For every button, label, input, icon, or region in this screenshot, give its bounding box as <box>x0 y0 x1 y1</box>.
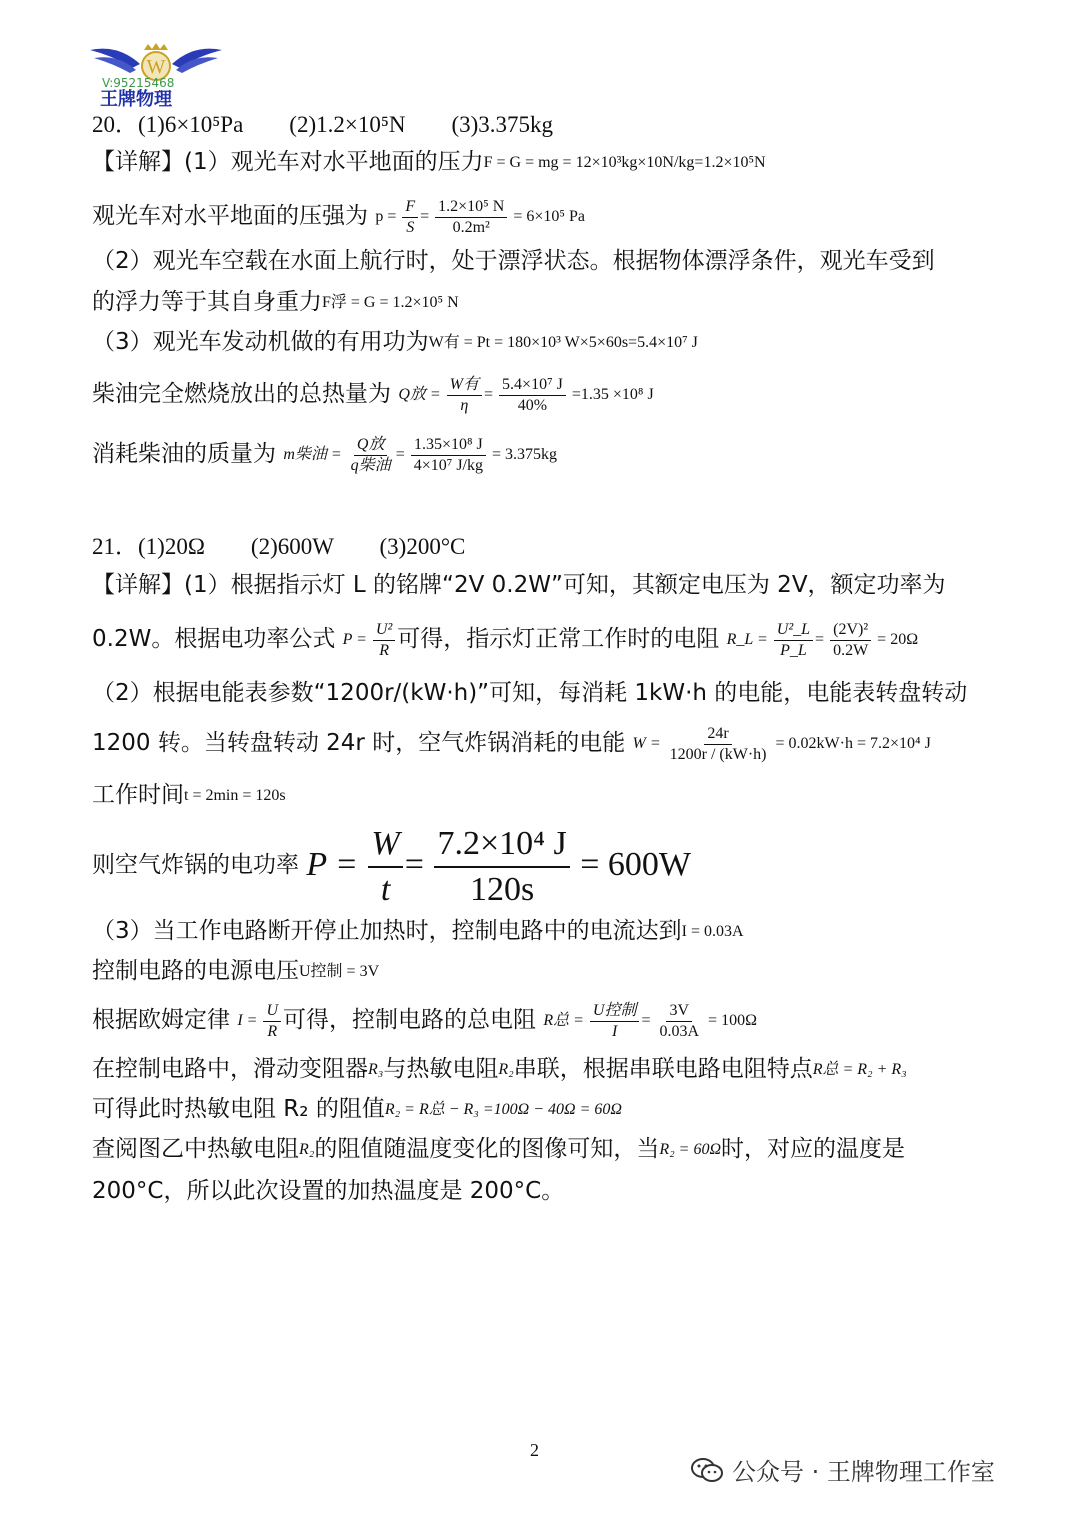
q21-l2-resistance-formula: R_L = $\frac{\text{U²\_L}}{P\_L}$ = $\frac{\text{(2V)²}}{0.2W}$ = 20Ω <box>726 620 919 659</box>
fraction <box>263 1001 281 1042</box>
q21-line-8 <box>92 956 1040 987</box>
q20-l1-math: F = G = mg = 12×10³kg×10N/kg=1.2×10⁵N <box>483 154 766 171</box>
denominator: R <box>379 641 389 659</box>
denominator: 120s <box>469 871 535 909</box>
q21-l9-r-lhs: R总 = <box>543 1012 584 1029</box>
q20-l4-text: 的浮力等于其自身重力 <box>92 289 322 315</box>
q21-l9-ohm-formula <box>237 997 283 1045</box>
q21-l10-text-a: 在控制电路中，滑动变阻器 <box>92 1056 368 1082</box>
q21-l9-text-a: 根据欧姆定律 <box>92 1007 230 1033</box>
q20-l1-text: 【详解】(1）观光车对水平地面的压力 <box>92 149 484 175</box>
numerator: 5.4×10⁷ J <box>499 375 566 396</box>
q21-l10-text-b: 与热敏电阻 <box>383 1056 499 1082</box>
q21-l9-result: = 100Ω <box>708 1012 757 1029</box>
fraction <box>656 1001 702 1042</box>
q20-l6-result: =1.35 ×10⁸ J <box>571 386 654 403</box>
q21-l4-text: 1200 转。当转盘转动 24r 时，空气炸锅消耗的电能 <box>92 730 626 756</box>
numerator: U² <box>373 620 395 641</box>
denominator: 0.2m² <box>452 218 490 236</box>
q21-heading: 21．(1)20Ω (2)600W (3)200°C <box>92 534 466 559</box>
numerator: 1.35×10⁸ J <box>411 435 486 456</box>
q20-l5-text: （3）观光车发动机做的有用功为 <box>92 329 429 355</box>
q21-l6-formula: P = $\frac{W}{t}$ = $\frac{\text{7.2×10⁴ J}}{120s}$ = 600W <box>306 820 691 912</box>
denominator: t <box>380 871 391 909</box>
q21-l2-p-lhs: P = <box>342 631 367 648</box>
q21-l10-text-c: 串联，根据串联电路电阻特点 <box>513 1056 813 1082</box>
q20-l2-formula: p = $\frac{F}{S}$ = $\frac{\text{1.2×10⁵ N}}{\text{0.2m²}}$ = 6×10⁵ Pa <box>375 197 585 236</box>
q20-line-3: （2）观光车空载在水面上航行时，处于漂浮状态。根据物体漂浮条件，观光车受到 <box>92 248 935 274</box>
q20-line-7 <box>92 432 1040 477</box>
numerator: Q放 <box>354 435 388 456</box>
fraction <box>373 620 395 661</box>
numerator: 7.2×10⁴ J <box>434 822 569 868</box>
denominator: 40% <box>517 396 548 414</box>
q21-l2-text-a: 0.2W。根据电功率公式 <box>92 626 336 652</box>
q21-l2-r-lhs: R_L = <box>726 631 768 648</box>
denominator: P_L <box>780 641 807 659</box>
fraction <box>447 375 482 416</box>
q21-l10-r3: R₃ <box>368 1061 384 1078</box>
q21-l4-formula <box>633 719 931 769</box>
q20-l7-formula: m柴油 = $\frac{\text{Q放}}{\text{q柴油}}$ = $\frac{\text{1.35×10⁸ J}}{\text{4×10⁷ J/kg}}$ = 3.375kg <box>283 435 558 474</box>
wechat-icon <box>690 1456 724 1484</box>
q21-l2-result: = 20Ω <box>877 631 919 648</box>
numerator: U <box>263 1001 281 1022</box>
q21-line-9 <box>92 996 1040 1045</box>
fraction <box>348 435 394 476</box>
q21-line-10 <box>92 1054 1040 1085</box>
q21-l4-result: = 0.02kW·h = 7.2×10⁴ J <box>775 735 931 752</box>
q21-l11-math: R₂ = R总 − R₃ =100Ω − 40Ω = 60Ω <box>384 1101 622 1118</box>
q21-l7-text: （3）当工作电路断开停止加热时，控制电路中的电流达到 <box>92 918 682 944</box>
q21-line-7 <box>92 916 1040 947</box>
fraction <box>774 620 813 661</box>
fraction <box>830 620 871 661</box>
q21-l12-r2: R₂ <box>299 1141 315 1158</box>
numerator: W有 <box>447 375 482 396</box>
q21-l6-result: = 600W <box>580 846 691 883</box>
q21-l6-text: 则空气炸锅的电功率 <box>92 852 299 879</box>
fraction <box>402 197 418 238</box>
fraction <box>435 197 507 238</box>
q20-heading: 20．(1)6×10⁵Pa (2)1.2×10⁵N (3)3.375kg <box>92 112 554 137</box>
q20-line-5 <box>92 327 1040 358</box>
fraction <box>434 822 569 912</box>
numerator: 3V <box>666 1001 692 1022</box>
q20-line-2 <box>92 194 1040 239</box>
q20-l7-result: = 3.375kg <box>492 446 558 463</box>
q21-l5-text: 工作时间 <box>92 782 184 808</box>
fraction <box>667 724 770 765</box>
q21-l4-lhs: W = <box>632 735 661 752</box>
denominator: 1200r / (kW·h) <box>669 745 767 763</box>
q21-line-13: 200°C，所以此次设置的加热温度是 200°C。 <box>92 1178 565 1204</box>
q20-l2-result: = 6×10⁵ Pa <box>513 208 585 225</box>
q21-l12-text-a: 查阅图乙中热敏电阻 <box>92 1136 299 1162</box>
numerator: (2V)² <box>830 620 871 641</box>
fraction <box>411 435 486 476</box>
q21-line-2 <box>92 617 1040 662</box>
q21-line-4 <box>92 718 1040 769</box>
q20-l6-formula: Q放 = $\frac{\text{W有}}{\eta}$ = $\frac{\text{5.4×10⁷ J}}{40\%}$ =1.35 ×10⁸ J <box>398 375 654 414</box>
q21-l12-text-b: 的阻值随温度变化的图像可知，当 <box>314 1136 660 1162</box>
denominator: η <box>460 396 469 414</box>
q21-l2-power-formula <box>343 618 398 662</box>
denominator: 4×10⁷ J/kg <box>413 456 483 474</box>
q21-l9-text-b: 可得，控制电路的总电阻 <box>283 1007 536 1033</box>
q21-l10-r2: R₂ <box>498 1061 514 1078</box>
q21-l5-math: t = 2min = 120s <box>184 787 286 804</box>
numerator: F <box>402 197 418 218</box>
q20-l6-text: 柴油完全燃烧放出的总热量为 <box>92 381 391 407</box>
svg-text:V:95215468: V:95215468 <box>102 76 175 90</box>
q21-line-3: （2）根据电能表参数“1200r/(kW·h)”可知，每消耗 1kW·h 的电能，电能表转盘转动 <box>92 680 968 706</box>
denominator: q柴油 <box>350 456 391 474</box>
q20-l4-math: F浮 = G = 1.2×10⁵ N <box>322 294 459 311</box>
numerator: 24r <box>704 724 731 745</box>
logo-graphic <box>88 42 224 108</box>
q21-line-6 <box>92 820 1040 910</box>
q21-l10-math: R总 = R₂ + R₃ <box>812 1061 907 1078</box>
q20-l7-lhs: m柴油 = <box>283 446 342 463</box>
watermark-text: 公众号 · 王牌物理工作室 <box>732 1458 995 1486</box>
q21-l9-resistance-formula: R总 = $\frac{\text{U控制}}{I}$ = $\frac{3V}{0.03A}$ = 100Ω <box>543 1001 757 1040</box>
q21-l9-i-lhs: I = <box>237 1012 258 1029</box>
q21-line-12 <box>92 1134 1040 1165</box>
numerator: W <box>368 822 402 868</box>
q21-l8-math: U控制 = 3V <box>299 963 380 980</box>
numerator: 1.2×10⁵ N <box>435 197 507 218</box>
q21-l2-text-b: 可得，指示灯正常工作时的电阻 <box>397 626 720 652</box>
fraction <box>499 375 566 416</box>
q20-l2-text: 观光车对水平地面的压强为 <box>92 203 368 229</box>
q21-l6-lhs: P = <box>306 846 358 883</box>
q20-line-4 <box>92 287 1040 318</box>
page-number: 2 <box>530 1440 539 1460</box>
q21-l8-text: 控制电路的电源电压 <box>92 958 299 984</box>
q20-line-1 <box>92 147 1040 178</box>
denominator: S <box>406 218 415 236</box>
q20-l2-lhs: p = <box>375 208 397 225</box>
fraction <box>368 822 402 912</box>
q20-l7-text: 消耗柴油的质量为 <box>92 441 276 467</box>
numerator: U控制 <box>590 1001 640 1022</box>
q21-l12-math: R₂ = 60Ω <box>659 1141 722 1158</box>
denominator: 0.03A <box>659 1022 700 1040</box>
q20-line-6 <box>92 372 1040 417</box>
q21-l12-text-c: 时，对应的温度是 <box>721 1136 906 1162</box>
denominator: R <box>267 1022 278 1040</box>
brand-logo <box>88 42 224 108</box>
numerator: U²_L <box>774 620 813 641</box>
q21-line-1: 【详解】(1）根据指示灯 L 的铭牌“2V 0.2W”可知，其额定电压为 2V，额定功率为 <box>92 572 946 598</box>
fraction <box>590 1001 640 1042</box>
watermark <box>690 1452 995 1487</box>
svg-text:W: W <box>146 56 166 78</box>
q21-line-11 <box>92 1094 1040 1125</box>
q21-l7-math: I = 0.03A <box>681 923 744 940</box>
q20-l5-math: W有 = Pt = 180×10³ W×5×60s=5.4×10⁷ J <box>428 334 698 351</box>
q20-l6-lhs: Q放 = <box>398 386 441 403</box>
q21-line-5 <box>92 780 1040 811</box>
svg-text:王牌物理: 王牌物理 <box>100 89 172 108</box>
q21-l11-text: 可得此时热敏电阻 R₂ 的阻值 <box>92 1096 385 1122</box>
denominator: I <box>612 1022 618 1040</box>
denominator: 0.2W <box>833 641 869 659</box>
